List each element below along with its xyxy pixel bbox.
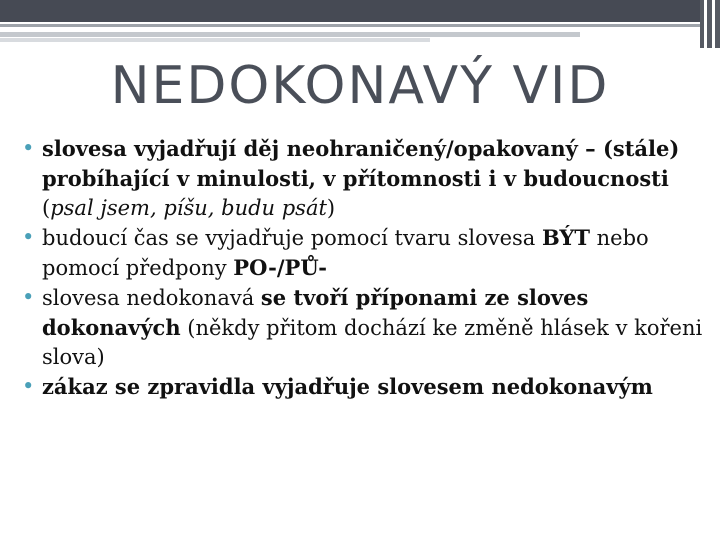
top-decorative-line	[0, 24, 700, 27]
bullet-list	[22, 134, 712, 402]
corner-stripe	[712, 0, 715, 48]
bullet-text-segment: zákaz se zpravidla vyjadřuje slovesem nedokonavým	[42, 374, 653, 399]
bullet-item	[22, 283, 712, 372]
bullet-dot-icon: •	[22, 374, 35, 398]
slide-title: NEDOKONAVÝ VID	[110, 56, 610, 116]
bullet-dot-icon: •	[22, 225, 35, 249]
corner-stripe	[704, 0, 707, 48]
bullet-dot-icon: •	[22, 285, 35, 309]
bullet-text	[42, 134, 712, 223]
bullet-item	[22, 372, 712, 402]
bullet-dot-icon: •	[22, 136, 35, 160]
top-decorative-line	[0, 38, 430, 42]
bullet-text-segment: nebo pomocí předpony	[42, 226, 649, 280]
bullet-text-segment: (	[42, 196, 51, 220]
top-decorative-line	[0, 32, 580, 37]
bullet-text-segment: budoucí čas se vyjadřuje pomocí tvaru slovesa	[42, 226, 542, 250]
bullet-text	[42, 283, 712, 372]
bullet-item	[22, 223, 712, 283]
bullet-text-segment: (někdy přitom dochází ke změně hlásek v kořeni slova)	[42, 316, 703, 369]
bullet-text-segment: BÝT	[541, 225, 590, 250]
bullet-text-segment: slovesa vyjadřují děj neohraničený/opakovaný – (stále) probíhající v minulosti, v přítomnosti i v budoucnosti	[42, 136, 680, 191]
top-decorative-bar	[0, 0, 700, 22]
bullet-text-segment: )	[326, 196, 336, 220]
bullet-text	[42, 223, 712, 283]
bullet-text-segment: se tvoří příponami ze sloves dokonavých	[42, 285, 589, 340]
corner-decoration	[700, 0, 720, 48]
bullet-item	[22, 134, 712, 223]
bullet-text	[42, 372, 712, 402]
bullet-text-segment: slovesa nedokonavá	[42, 286, 261, 310]
bullet-text-segment: PO-/PŮ-	[233, 255, 327, 280]
bullet-text-segment: psal jsem, píšu, budu psát	[50, 196, 327, 220]
